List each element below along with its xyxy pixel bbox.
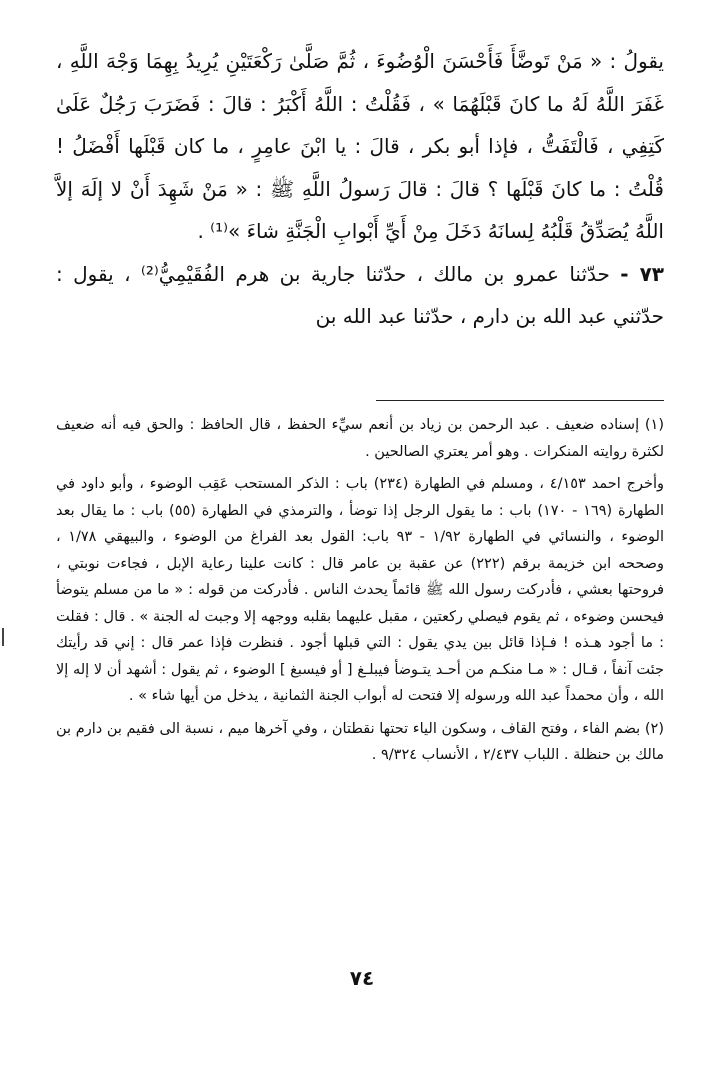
page-number: ٧٤ (349, 966, 375, 990)
hadith-number: ٧٣ - (620, 261, 664, 286)
footnote-divider (376, 400, 664, 401)
main-paragraph-1: يقولُ : « مَنْ تَوضَّأَ فَأَحْسَنَ الْوُضُوءَ ، ثُمَّ صَلَّىٰ رَكْعَتَيْنِ يُرِيدُ بِهِمَا وَجْهَ اللَّهِ ، غَفَرَ اللَّهُ لَهُ ما كانَ قَبْلَهُمَا » ، فَقُلْتُ : اللَّهُ أَكْبَرُ : قالَ : فَضَرَبَ رَجُلٌ عَلَىٰ كَتِفِي ، فَالْتَفَتُّ ، فإذا أبو بكر ، قالَ : يا ابْنَ عامِرٍ ، ما كان قَبْلَها أَفْضَلُ ! قُلْتُ : ما كانَ قَبْلَها ؟ قالَ : قالَ رَسولُ اللَّهِ ﷺ : « مَنْ شَهِدَ أَنْ لا إلَهَ إلاَّ اللَّهُ يُصَدِّقُ قَلْبُهُ لِسانَهُ دَخَلَ مِنْ أَيِّ أَبْوابِ الْجَنَّةِ شاءَ »⁽¹⁾ . (56, 49, 664, 243)
main-paragraph-2-text: حدّثنا عمرو بن مالك ، حدّثنا جارية بن هرم الفُقَيْمِيُّ⁽²⁾ ، يقول : حدّثني عبد الله بن دارم ، حدّثنا عبد الله بن (56, 261, 664, 328)
footnote-1-continuation: وأخرج احمد ٤/١٥٣ ، ومسلم في الطهارة (٢٣٤) باب : الذكر المستحب عَقِب الوضوء ، وأبو داود في الطهارة (١٦٩ - ١٧٠) باب : ما يقول الرجل إذا توضأ ، والترمذي في الطهارة (٥٥) باب : ما يقال بعد الوضوء ، والنسائي في الطهارة ١/٩٢ - ٩٣ باب: القول بعد الفراغ من الوضوء ، والبيهقي ١/٧٨ ، وصححه ابن خزيمة برقم (٢٢٢) عن عقبة بن عامر قال : كانت علينا رعاية الإبل ، فجاءت نوبتي ، فروحتها بعشي ، فأدركت رسول الله ﷺ قائماً يحدث الناس . فأدركت من قوله : « ما من مسلم يتوضأ فيحسن وضوءه ، ثم يقوم فيصلي ركعتين ، مقبل عليهما بقلبه ووجهه إلا وجبت له الجنة » . قال : فقلت : ما أجود هـذه ! فـإذا قائل بين يدي يقول : التي قبلها أجود . فنظرت فإذا عمر قال : إني قد رأيتك جئت آنفاً ، قـال : « مـا منكـم من أحـد يتـوضأ فيبلـغ [ أو فيسبغ ] الوضوء ، ثم يقول : أشهد أن لا إله إلا الله ، وأن محمداً عبد الله ورسوله إلا فتحت له أبواب الجنة الثمانية ، يدخل من أيها شاء » . (56, 476, 665, 704)
main-paragraph-2 (56, 253, 664, 338)
footnotes-section (56, 412, 664, 775)
margin-mark (2, 628, 4, 646)
footnote-2: (٢) بضم الفاء ، وفتح القاف ، وسكون الياء تحتها نقطتان ، وفي آخرها ميم ، نسبة الى فقيم بن دارم بن مالك بن حنظلة . اللباب ٢/٤٣٧ ، الأنساب ٩/٣٢٤ . (56, 720, 664, 763)
main-text-body (56, 40, 664, 338)
footnote-1: (١) إسناده ضعيف . عبد الرحمن بن زياد بن أنعم سيِّء الحفظ ، قال الحافظ : والحق فيه أنه ضعيف لكثرة روايته المنكرات . وهو أمر يعتري الصالحين . (56, 417, 664, 460)
